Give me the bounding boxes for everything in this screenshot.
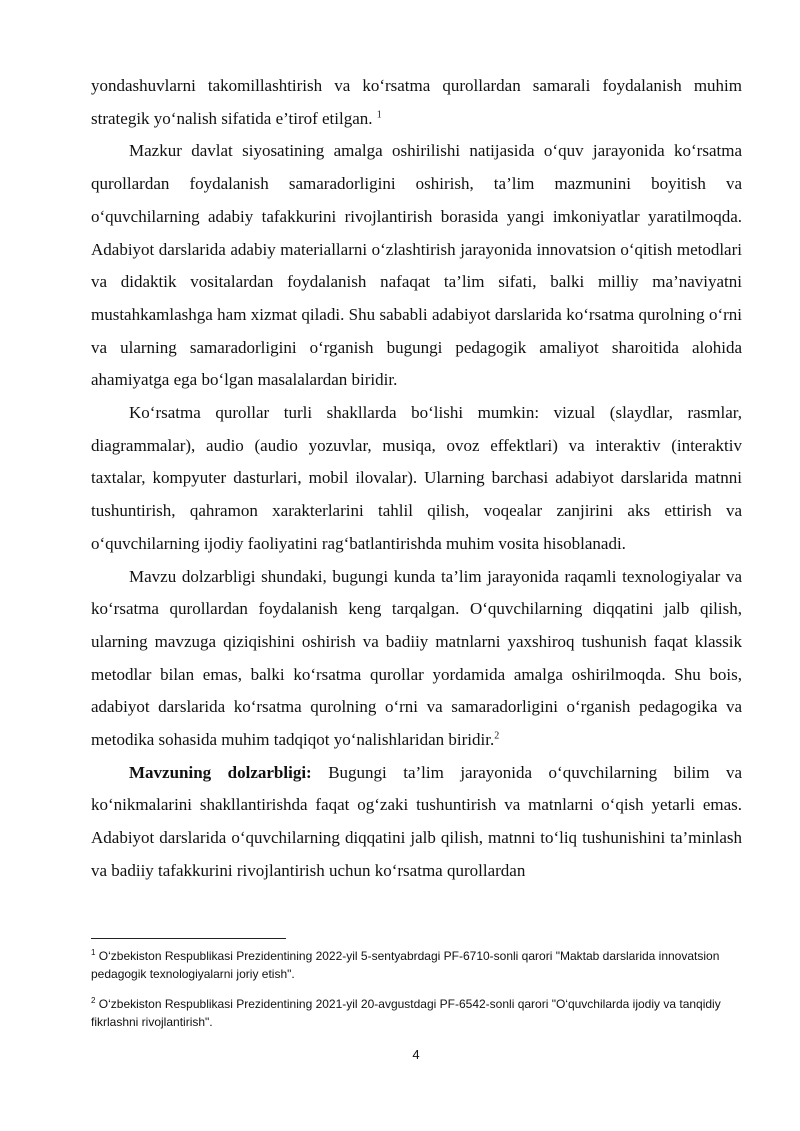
footnote-reference: 1 [376, 109, 382, 121]
page-number: 4 [412, 1047, 420, 1062]
body-text [91, 70, 742, 888]
paragraph: Ko‘rsatma qurollar turli shakllarda bo‘lishi mumkin: vizual (slaydlar, rasmlar, diagrammalar), audio (audio yozuvlar, musiqa, ovoz effektlari) va interaktiv (interaktiv taxtalar, kompyuter dasturlari, mobil ilovalar). Ularning barchasi adabiyot darslarida matnni tushuntirish, qahramon xarakterlarini tahlil qilish, voqealar zanjirini aks ettirish va o‘quvchilarning ijodiy faoliyatini rag‘batlantirishda muhim vosita hisoblanadi. [91, 403, 742, 553]
paragraph [91, 757, 742, 888]
footnote-number: 1 [91, 948, 96, 957]
paragraph: Mazkur davlat siyosatining amalga oshirilishi natijasida o‘quv jarayonida ko‘rsatma qurollardan foydalanish samaradorligini oshirish, ta’lim mazmunini boyitish va o‘quvchilarning adabiy tafakkurini rivojlantirish borasida yangi imkoniyatlar yaratilmoqda. Adabiyot darslarida adabiy materiallarni o‘zlashtirish jarayonida innovatsion o‘qitish metodlari va didaktik vositalardan foydalanish nafaqat ta’lim sifati, balki milliy ma’naviyatni mustahkamlashga ham xizmat qiladi. Shu sababli adabiyot darslarida ko‘rsatma qurolning o‘rni va ularning samaradorligini o‘rganish bugungi pedagogik amaliyot sharoitida alohida ahamiyatga ega bo‘lgan masalalardan biridir. [91, 141, 742, 390]
paragraph-text: yondashuvlarni takomillashtirish va ko‘rsatma qurollardan samarali foydalanish muhim strategik yo‘nalish sifatida e’tirof etilgan. [91, 76, 742, 128]
footnote-reference: 2 [494, 730, 500, 742]
footnotes [91, 947, 742, 1043]
footnote-divider [91, 938, 286, 939]
footnote [91, 947, 742, 983]
paragraph [91, 561, 742, 757]
footnote [91, 995, 742, 1031]
footnote-text: O‘zbekiston Respublikasi Prezidentining 2022-yil 5-sentyabrdagi PF-6710-sonli qarori "Maktab darslarida innovatsion pedagogik texnologiyalarni joriy etish". [91, 949, 720, 981]
footnote-number: 2 [91, 996, 96, 1005]
paragraph-text: Bugungi ta’lim jarayonida o‘quvchilarning bilim va ko‘nikmalarini shakllantirishda faqat og‘zaki tushuntirish va matnlarni o‘qish yetarli emas. Adabiyot darslarida o‘quvchilarning diqqatini jalb qilish, matnni to‘liq tushunishini ta’minlash va badiiy tafakkurini rivojlantirish uchun ko‘rsatma qurollardan [91, 762, 743, 880]
paragraph-continuation [91, 70, 742, 135]
paragraph-heading: Mavzuning dolzarbligi: [129, 762, 312, 782]
paragraph-text: Mavzu dolzarbligi shundaki, bugungi kunda ta’lim jarayonida raqamli texnologiyalar va ko‘rsatma qurollardan foydalanish keng tarqalgan. O‘quvchilarning diqqatini jalb qilish, ularning mavzuga qiziqishini oshirish va badiiy matnlarni yaxshiroq tushunish faqat klassik metodlar bilan emas, balki ko‘rsatma qurollar yordamida amalga oshirilmoqda. Shu bois, adabiyot darslarida ko‘rsatma qurolning o‘rni va samaradorligini o‘rganish pedagogika va metodika sohasida muhim tadqiqot yo‘nalishlaridan biridir. [91, 566, 742, 750]
footnote-text: O‘zbekiston Respublikasi Prezidentining 2021-yil 20-avgustdagi PF-6542-sonli qarori "O‘quvchilarda ijodiy va tanqidiy fikrlashni rivojlantirish". [91, 997, 721, 1029]
